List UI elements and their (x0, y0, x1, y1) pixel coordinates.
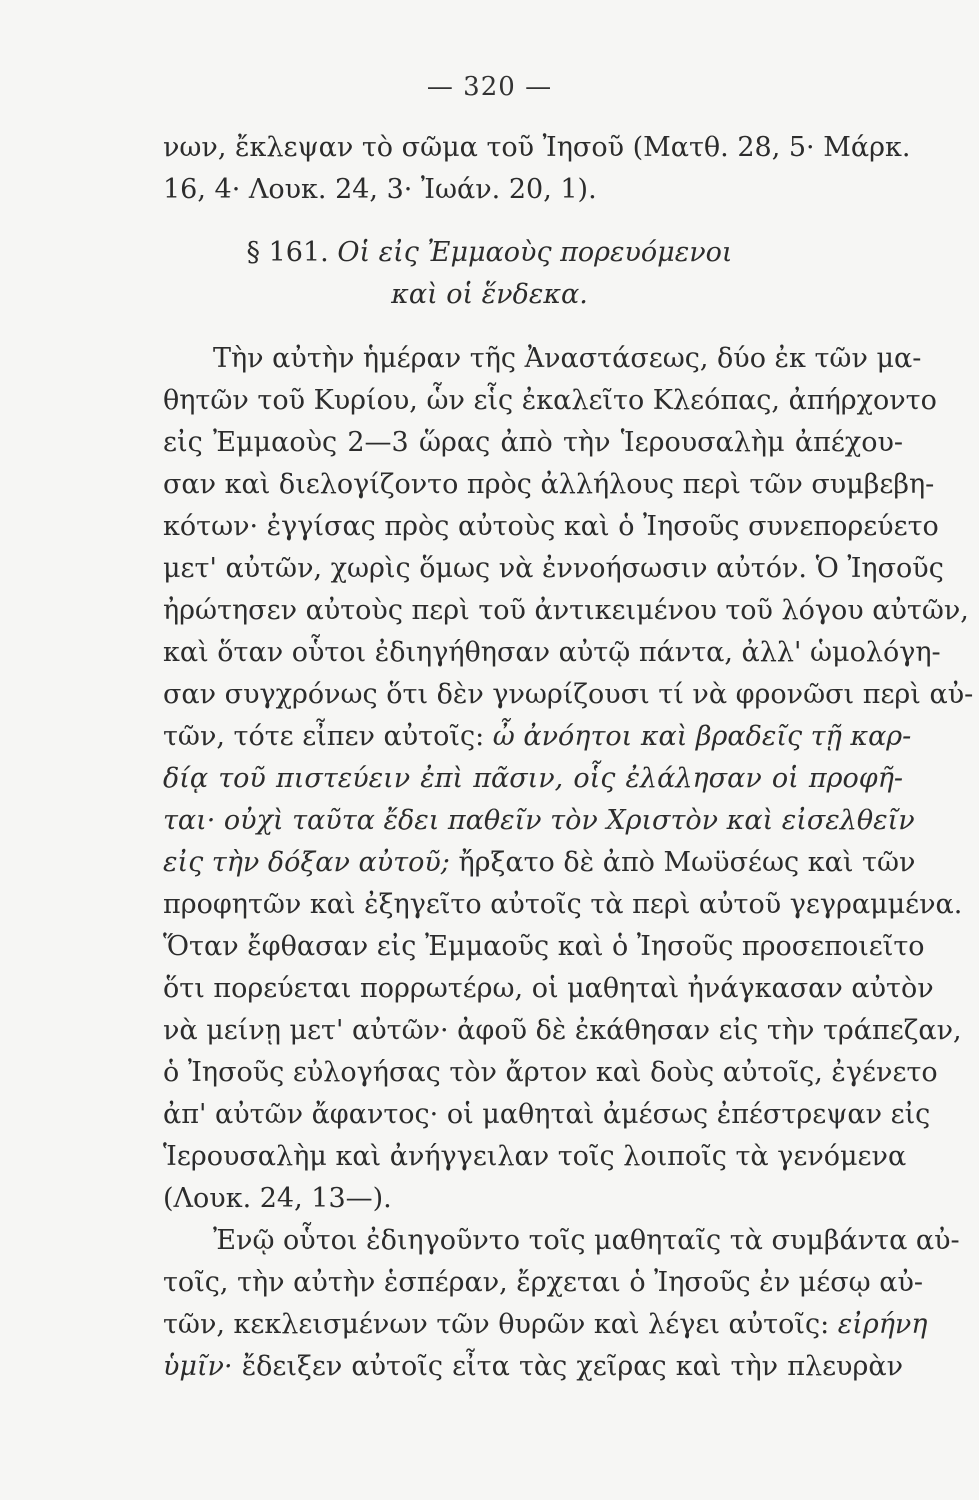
text-line-mixed (163, 843, 916, 883)
text-line: 16, 4· Λουκ. 24, 3· Ἰωάν. 20, 1). (163, 174, 597, 205)
text-span: ἔδειξεν αὐτοῖς εἶτα τὰς χεῖρας καὶ τὴν πλευρὰν (241, 1351, 903, 1382)
text-line: προφητῶν καὶ ἐξηγεῖτο αὐτοῖς τὰ περὶ αὐτοῦ γεγραμμένα. (163, 889, 963, 920)
text-span: τῶν, κεκλεισμένων τῶν θυρῶν καὶ λέγει αὐτοῖς: (163, 1309, 830, 1340)
text-line-mixed (163, 717, 912, 757)
quote-span: εἰρήνη (837, 1309, 928, 1340)
text-line: κότων· ἐγγίσας πρὸς αὐτοὺς καὶ ὁ Ἰησοῦς συνεπορεύετο (163, 511, 939, 542)
quote-line: ται· οὐχὶ ταῦτα ἔδει παθεῖν τὸν Χριστὸν καὶ εἰσελθεῖν (163, 805, 915, 836)
text-line: Ἱερουσαλὴμ καὶ ἀνήγγειλαν τοῖς λοιποῖς τὰ γενόμενα (163, 1141, 907, 1172)
text-line: (Λουκ. 24, 13—). (163, 1183, 392, 1214)
text-line: σαν συγχρόνως ὅτι δὲν γνωρίζουσι τί νὰ φρονῶσι περὶ αὐ- (163, 679, 974, 710)
text-line: τοῖς, τὴν αὐτὴν ἑσπέραν, ἔρχεται ὁ Ἰησοῦς ἐν μέσῳ αὐ- (163, 1267, 924, 1298)
text-line: Ὅταν ἔφθασαν εἰς Ἐμμαοῦς καὶ ὁ Ἰησοῦς προσεποιεῖτο (163, 931, 925, 962)
text-line: θητῶν τοῦ Κυρίου, ὧν εἷς ἐκαλεῖτο Κλεόπας, ἀπήρχοντο (163, 385, 937, 416)
text-line: σαν καὶ διελογίζοντο πρὸς ἀλλήλους περὶ τῶν συμβεβη- (163, 469, 935, 500)
quote-span: ὦ ἀνόητοι καὶ βραδεῖς τῇ καρ- (492, 721, 912, 752)
text-line: μετ' αὐτῶν, χωρὶς ὅμως νὰ ἐννοήσωσιν αὐτόν. Ὁ Ἰησοῦς (163, 553, 944, 584)
section-title-line2: καὶ οἱ ἕνδεκα. (391, 279, 588, 310)
text-line: καὶ ὅταν οὗτοι ἐδιηγήθησαν αὐτῷ πάντα, ἀλλ' ὡμολόγη- (163, 637, 941, 668)
quote-span: εἰς τὴν δόξαν αὐτοῦ; (163, 847, 450, 878)
section-title-line1: Οἱ εἰς Ἐμμαοὺς πορευόμενοι (337, 237, 733, 268)
text-span: ἤρξατο δὲ ἀπὸ Μωϋσέως καὶ τῶν (458, 847, 916, 878)
text-line: νὰ μείνῃ μετ' αὐτῶν· ἀφοῦ δὲ ἐκάθησαν εἰς τὴν τράπεζαν, (163, 1015, 962, 1046)
section-heading-line2 (0, 275, 979, 315)
section-number: § 161. (246, 237, 329, 268)
text-line: ὁ Ἰησοῦς εὐλογήσας τὸν ἄρτον καὶ δοὺς αὐτοῖς, ἐγένετο (163, 1057, 938, 1088)
text-line: Τὴν αὐτὴν ἡμέραν τῆς Ἀναστάσεως, δύο ἐκ τῶν μα- (213, 343, 922, 374)
quote-line: δίᾳ τοῦ πιστεύειν ἐπὶ πᾶσιν, οἷς ἐλάλησαν οἱ προφῆ- (163, 763, 903, 794)
section-heading (0, 233, 979, 273)
text-line: νων, ἔκλεψαν τὸ σῶμα τοῦ Ἰησοῦ (Ματθ. 28, 5· Μάρκ. (163, 132, 911, 163)
text-line: ἀπ' αὐτῶν ἄφαντος· οἱ μαθηταὶ ἀμέσως ἐπέστρεψαν εἰς (163, 1099, 931, 1130)
text-line-mixed (163, 1347, 903, 1387)
text-line: Ἐνῷ οὗτοι ἐδιηγοῦντο τοῖς μαθηταῖς τὰ συμβάντα αὐ- (213, 1225, 960, 1256)
text-span: τῶν, τότε εἶπεν αὐτοῖς: (163, 721, 485, 752)
text-line: εἰς Ἐμμαοὺς 2—3 ὥρας ἀπὸ τὴν Ἱερουσαλὴμ ἀπέχου- (163, 427, 903, 458)
page-number: — 320 — (426, 72, 553, 102)
text-line: ὅτι πορεύεται πορρωτέρω, οἱ μαθηταὶ ἠνάγκασαν αὐτὸν (163, 973, 934, 1004)
text-line: ἠρώτησεν αὐτοὺς περὶ τοῦ ἀντικειμένου τοῦ λόγου αὐτῶν, (163, 595, 969, 626)
text-line-mixed (163, 1305, 928, 1345)
quote-span: ὑμῖν· (163, 1351, 233, 1382)
